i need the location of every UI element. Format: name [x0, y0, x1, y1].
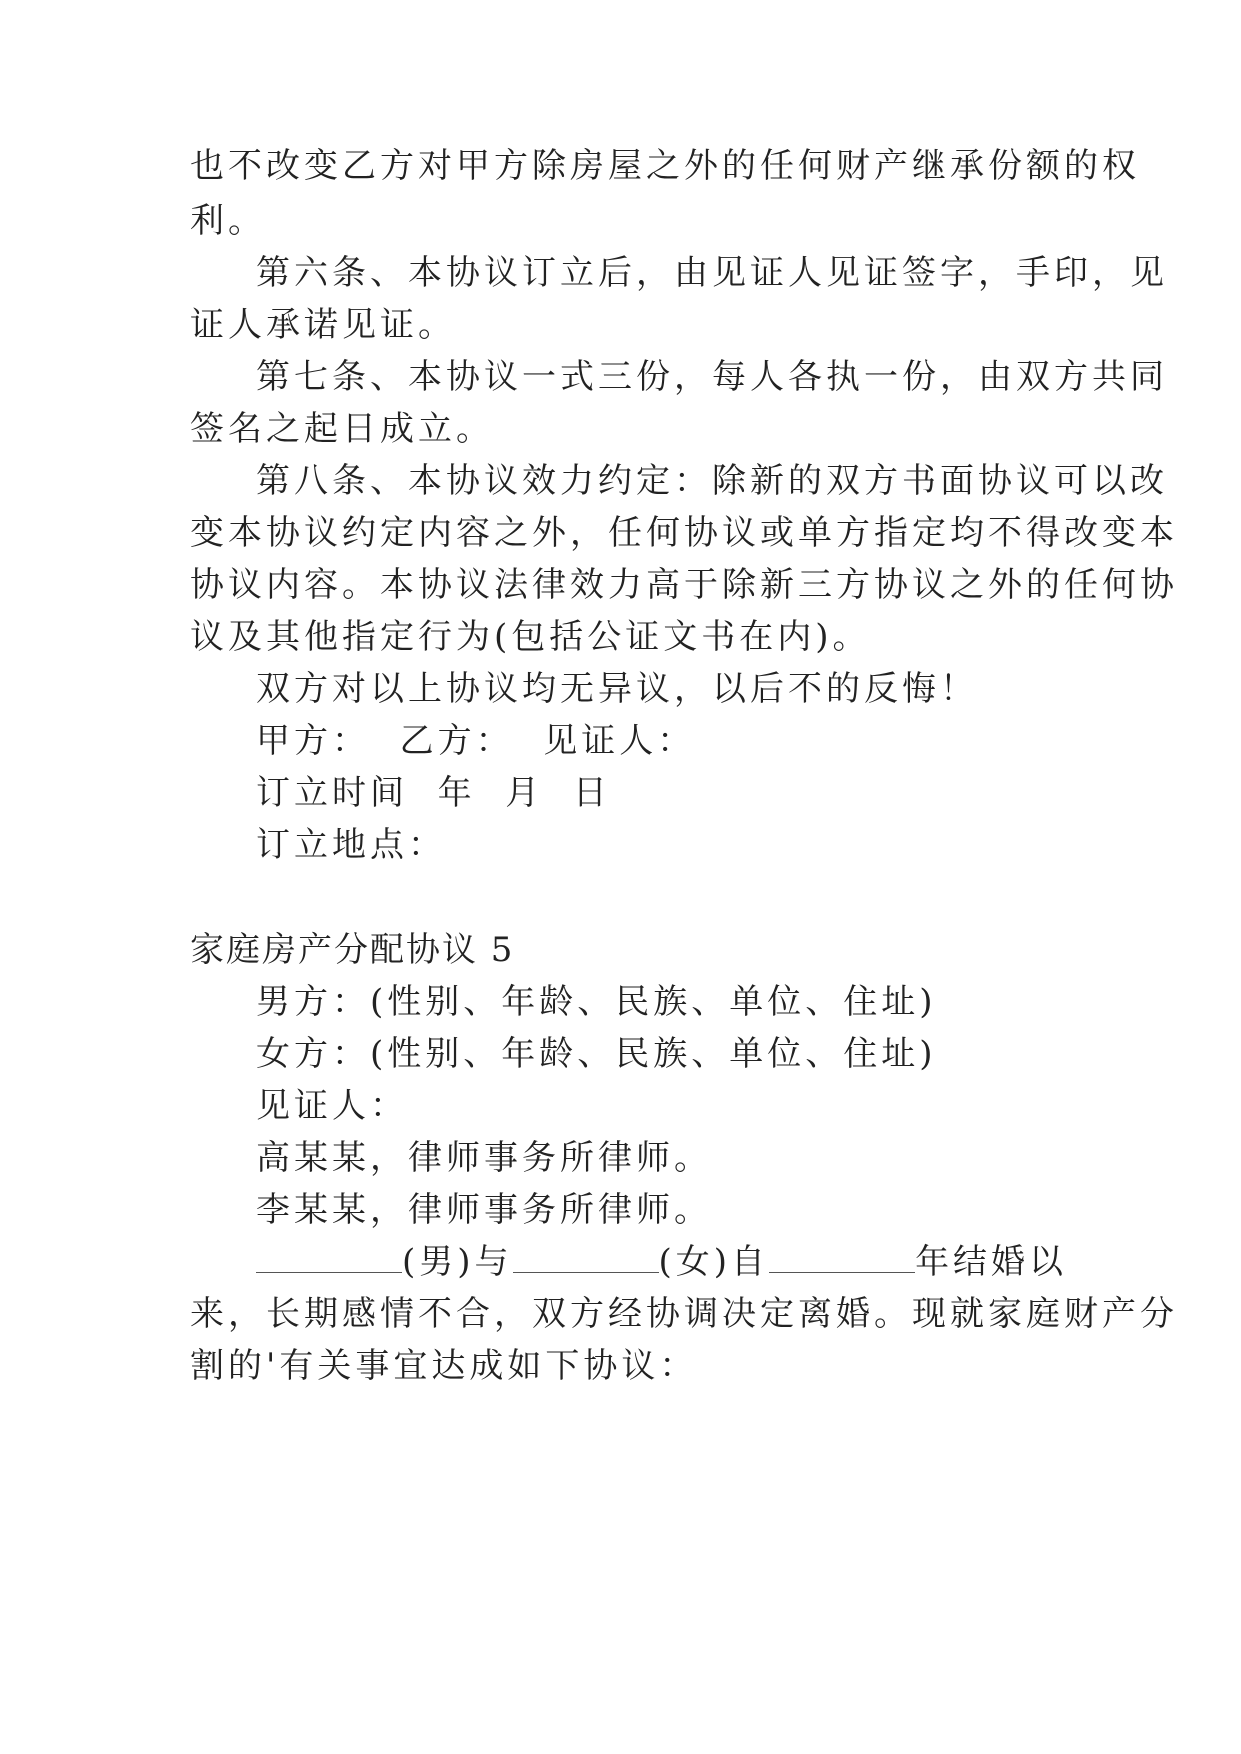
paragraph-line: 来，长期感情不合，双方经协调决定离婚。现就家庭财产分 — [190, 1294, 1178, 1334]
paragraph-line: 利。 — [190, 201, 266, 241]
paragraph-line: 协议内容。本协议法律效力高于除新三方协议之外的任何协 — [190, 565, 1178, 605]
paragraph-line: 割的'有关事宜达成如下协议： — [190, 1346, 698, 1386]
witness-two: 李某某，律师事务所律师。 — [256, 1190, 712, 1230]
article-six: 第六条、本协议订立后，由见证人见证签字，手印，见 — [256, 253, 1168, 293]
place-line: 订立地点： — [256, 825, 446, 865]
article-eight: 第八条、本协议效力约定：除新的双方书面协议可以改 — [256, 461, 1168, 501]
paragraph-line: 也不改变乙方对甲方除房屋之外的任何财产继承份额的权 — [190, 146, 1140, 186]
section-title: 家庭房产分配协议 5 — [190, 930, 515, 970]
signature-line: 甲方： 乙方： 见证人： — [256, 721, 696, 761]
blank-field — [256, 1242, 402, 1273]
agreement-statement: 双方对以上协议均无异议，以后不的反悔！ — [256, 669, 978, 709]
witness-one: 高某某，律师事务所律师。 — [256, 1138, 712, 1178]
paragraph-line: 签名之起日成立。 — [190, 409, 494, 449]
date-line: 订立时间 年 月 日 — [256, 773, 611, 813]
female-party-line: 女方：(性别、年龄、民族、单位、住址) — [256, 1034, 937, 1074]
intro-year-text: 年结婚以 — [915, 1242, 1068, 1282]
article-seven: 第七条、本协议一式三份，每人各执一份，由双方共同 — [256, 357, 1168, 397]
paragraph-line: 证人承诺见证。 — [190, 305, 456, 345]
male-party-line: 男方：(性别、年龄、民族、单位、住址) — [256, 982, 937, 1022]
witness-label: 见证人： — [256, 1086, 408, 1126]
blank-field — [769, 1242, 915, 1273]
intro-line — [256, 1242, 1067, 1282]
paragraph-line: 变本协议约定内容之外，任何协议或单方指定均不得改变本 — [190, 513, 1178, 553]
intro-female-text: (女)自 — [658, 1242, 770, 1282]
paragraph-line: 议及其他指定行为(包括公证文书在内)。 — [190, 617, 871, 657]
blank-field — [513, 1242, 659, 1273]
intro-male-text: (男)与 — [402, 1242, 513, 1282]
